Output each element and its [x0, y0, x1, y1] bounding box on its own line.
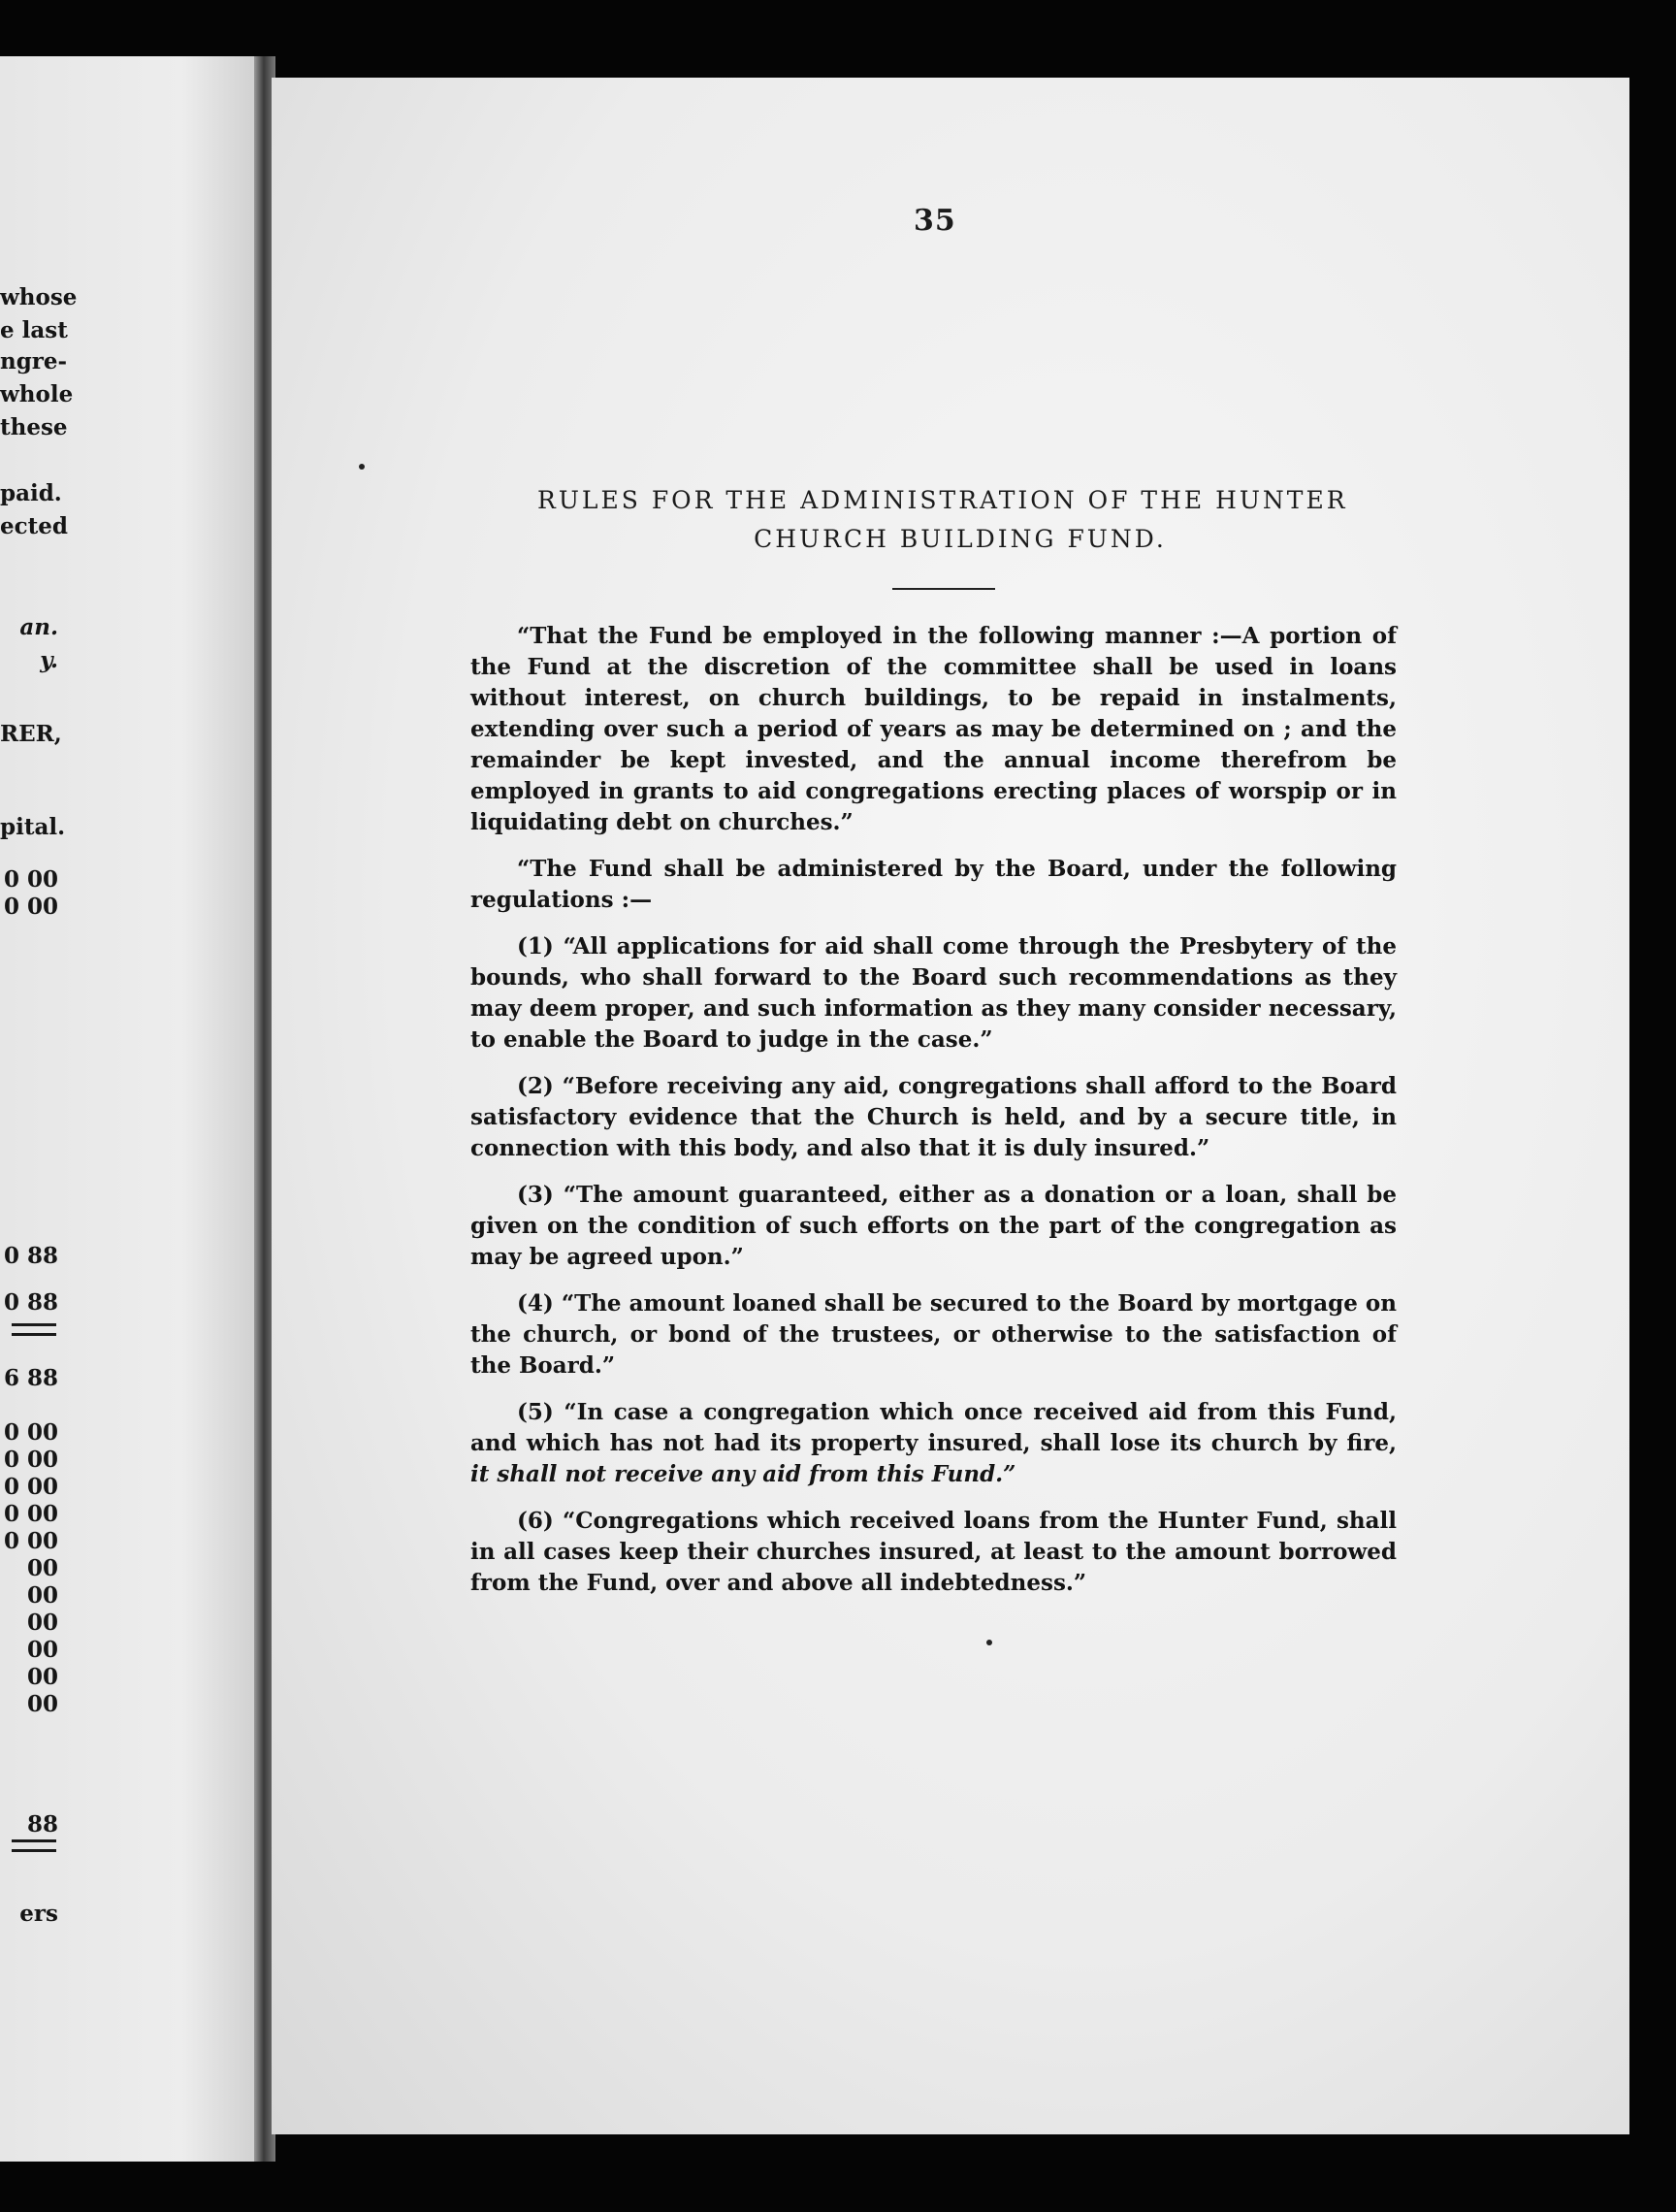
- title-divider: [892, 588, 995, 590]
- title-line-2: CHURCH BUILDING FUND.: [754, 525, 1167, 553]
- left-page-fragment: 6 88: [3, 1365, 58, 1391]
- left-page-fragment: ngre-: [0, 348, 68, 374]
- rule-5: [470, 1397, 1397, 1490]
- left-page-fragment: 0 00: [3, 1419, 58, 1446]
- left-page-fragment: 0 00: [3, 1447, 58, 1473]
- left-page-fragment: 00: [26, 1610, 58, 1636]
- paragraph-regulations: “The Fund shall be administered by the Board, under the following regulations :—: [470, 856, 1397, 913]
- rule-4: (4) “The amount loaned shall be secured to the Board by mortgage on the church, or bond of the trustees, or otherwise to the satisfaction of the Board.”: [470, 1290, 1397, 1379]
- rule-3: (3) “The amount guaranteed, either as a donation or a loan, shall be given on the condition of such efforts on the part of the congregation as may be agreed upon.”: [470, 1182, 1397, 1270]
- left-page-fragment: 0 00: [3, 1474, 58, 1500]
- left-page-fragment: y.: [40, 647, 58, 673]
- ink-speck: [359, 464, 365, 470]
- rule-6: (6) “Congregations which received loans from the Hunter Fund, shall in all cases keep their churches insured, at least to the amount borrowed from the Fund, over and above all indebtedness.”: [470, 1508, 1397, 1596]
- left-page-fragment: whole: [0, 381, 74, 407]
- left-page-fragment: whose: [0, 284, 78, 310]
- left-page-fragment: an.: [19, 614, 58, 640]
- left-page-fragment: 00: [26, 1555, 58, 1581]
- rule-5-italic: it shall not receive any aid from this Fund.”: [470, 1461, 1016, 1487]
- left-page-fragment: 0 00: [3, 894, 58, 920]
- ink-speck: [986, 1640, 992, 1645]
- left-page-fragment: 88: [26, 1811, 58, 1838]
- left-page-fragment: RER,: [0, 721, 62, 747]
- paragraph-intro: “That the Fund be employed in the following manner :—A portion of the Fund at the discretion of the committee shall be used in loans without interest, on church buildings, to be repaid in instalments, extending over such a period of years as may be determined on ; and the remainder be kept invested, and the annual income therefrom be employed in grants to aid congregations erecting places of worspip or in liquidating debt on churches.”: [470, 623, 1397, 835]
- left-page-fragment: 0 00: [3, 1528, 58, 1554]
- ledger-rule: [12, 1839, 56, 1842]
- left-page-fragment: 0 00: [3, 866, 58, 893]
- rules-body: [470, 621, 1397, 1614]
- left-page-fragment: ected: [0, 513, 68, 539]
- ledger-rule: [12, 1849, 56, 1852]
- ledger-rule: [12, 1333, 56, 1336]
- left-page-fragment: these: [0, 414, 68, 440]
- ledger-rule: [12, 1323, 56, 1326]
- left-page-fragment: pital.: [0, 814, 66, 840]
- left-page-fragment: 0 88: [3, 1289, 58, 1316]
- left-page-fragment: 00: [26, 1664, 58, 1690]
- title-line-1: RULES FOR THE ADMINISTRATION OF THE HUNTER: [537, 486, 1348, 514]
- left-page-fragment: 00: [26, 1637, 58, 1663]
- page-title: [485, 481, 1435, 559]
- left-page-fragment: 0 00: [3, 1501, 58, 1527]
- rule-1: (1) “All applications for aid shall come through the Presbytery of the bounds, who shall forward to the Board such recommendations as they may deem proper, and such information as they many consider necessary, to enable the Board to judge in the case.”: [470, 933, 1397, 1053]
- page-number: 35: [914, 204, 956, 238]
- left-page-fragment: 00: [26, 1582, 58, 1609]
- left-page-fragment: 0 88: [3, 1243, 58, 1269]
- left-page-fragment: e last: [0, 317, 68, 343]
- left-page-fragment: paid.: [0, 480, 62, 506]
- rule-5-text: (5) “In case a congregation which once received aid from this Fund, and which has not had its property insured, shall lose its church by fire,: [470, 1399, 1397, 1456]
- rule-2: (2) “Before receiving any aid, congregations shall afford to the Board satisfactory evidence that the Church is held, and by a secure title, in connection with this body, and also that it is duly insured.”: [470, 1073, 1397, 1161]
- left-page-fragment: 00: [26, 1691, 58, 1717]
- left-page-fragment: ers: [19, 1901, 58, 1927]
